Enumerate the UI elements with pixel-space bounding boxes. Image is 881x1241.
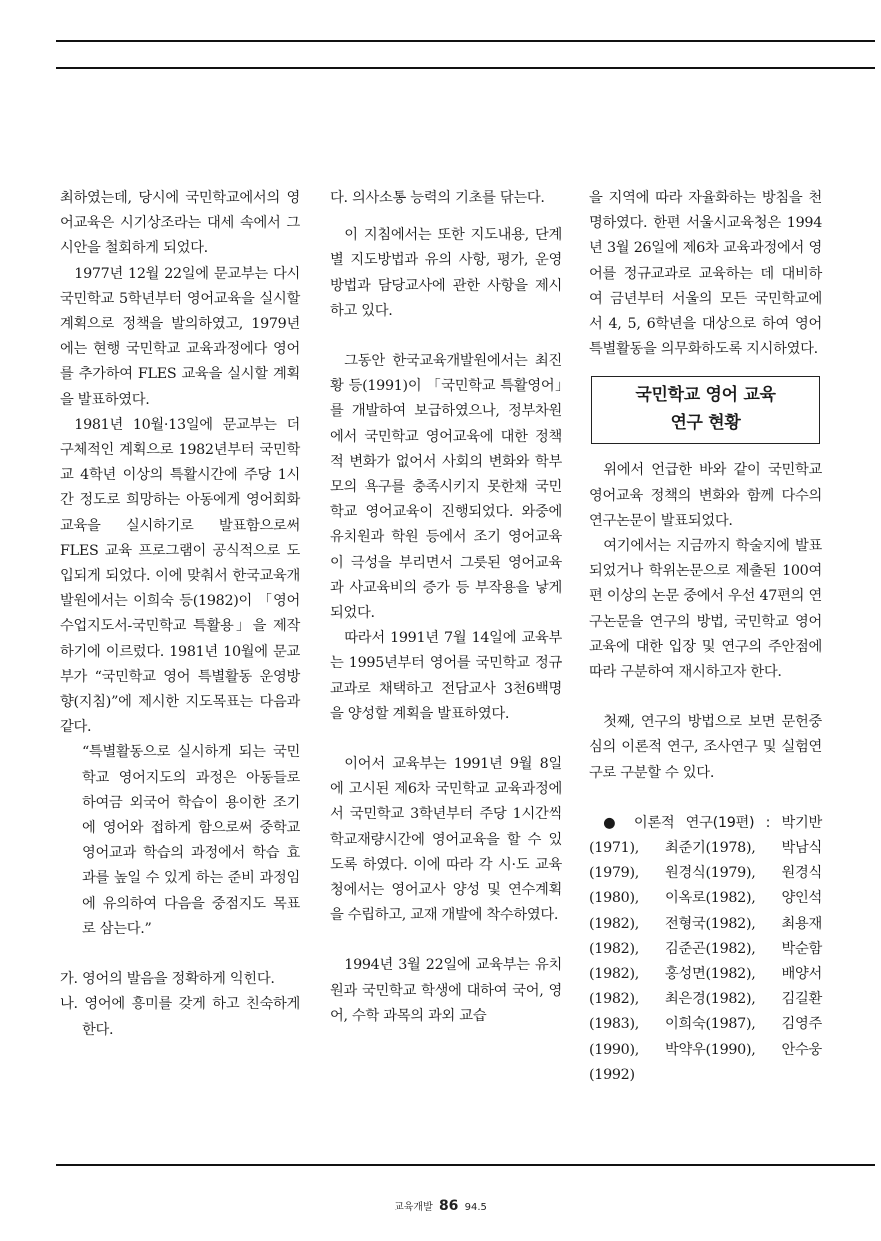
- page-number: 86: [438, 1198, 459, 1214]
- column-1: [60, 186, 300, 1043]
- paragraph: 1981년 10월·13일에 문교부는 더 구체적인 계획으로 1982년부터 국민학교 4학년 이상의 특활시간에 주당 1시간 정도로 희망하는 아동에게 영어회화교육을 실시하기로 발표함으로써 FLES 교육 프로그램이 공식적으로 도입되게 되었다. 이에 맞춰서 한국교육개발원에서는 이희숙 등(1982)이 「영어수업지도서-국민학교 특활용」을 제작하기에 이르렀다. 1981년 10월에 문교부가 “국민학교 영어 특별활동 운영방향(지침)”에 제시한 지도목표는 다음과 같다.: [60, 416, 300, 736]
- paragraph: 1994년 3월 22일에 교육부는 유치원과 국민학교 학생에 대하여 국어, 영어, 수학 과목의 과외 교습: [330, 957, 562, 1024]
- page-footer: [0, 1198, 881, 1214]
- bottom-rule: [56, 1164, 875, 1166]
- paragraph: 이 지침에서는 또한 지도내용, 단계별 지도방법과 유의 사항, 평가, 운영방법과 담당교사에 관한 사항을 제시하고 있다.: [330, 227, 562, 319]
- column-3: [589, 186, 822, 1088]
- quoted-guideline: “특별활동으로 실시하게 되는 국민학교 영어지도의 과정은 아동들로 하여금 외국어 학습이 용이한 조기에 영어와 접하게 함으로써 중학교 영어교과 학습의 과정에서 학습 효과를 높일 수 있게 하는 준비 과정임에 유의하여 다음을 중점지도 목표로 삼는다.”: [82, 744, 300, 937]
- section-heading-line: 연구 현황: [670, 413, 741, 434]
- top-rule-secondary: [56, 67, 875, 69]
- section-heading-line: 국민학교 영어 교육: [635, 385, 776, 406]
- paragraph: 위에서 언급한 바와 같이 국민학교 영어교육 정책의 변화와 함께 다수의 연구논문이 발표되었다.: [589, 462, 822, 529]
- journal-name: 교육개발: [394, 1202, 433, 1213]
- list-item: 나. 영어에 흥미를 갖게 하고 친숙하게 한다.: [60, 996, 300, 1038]
- paragraph: 을 지역에 따라 자율화하는 방침을 천명하였다. 한편 서울시교육청은 1994년 3월 26일에 제6차 교육과정에서 영어를 정규교과로 교육하는 데 대비하여 금년부터 서울의 모든 국민학교에서 4, 5, 6학년을 대상으로 하여 영어 특별활동을 의무화하도록 지시하였다.: [589, 190, 822, 358]
- paragraph: 1977년 12월 22일에 문교부는 다시 국민학교 5학년부터 영어교육을 실시할 계획으로 정책을 발의하였고, 1979년에는 현행 국민학교 교육과정에다 영어를 추가하여 FLES 교육을 실시할 계획을 발표하였다.: [60, 265, 300, 408]
- issue-number: 94.5: [464, 1202, 487, 1213]
- column-2: [330, 186, 562, 1029]
- paragraph: 그동안 한국교육개발원에서는 최진황 등(1991)이 「국민학교 특활영어」를 개발하여 보급하였으나, 정부차원에서 국민학교 영어교육에 대한 정책적 변화가 없어서 사회의 변화와 학부모의 욕구를 충족시키지 못한채 국민학교 영어교육이 진행되었다. 와중에 유치원과 학원 등에서 조기 영어교육이 극성을 부리면서 그릇된 영어교육과 사교육비의 증가 등 부작용을 낳게 되었다.: [330, 353, 562, 622]
- bullet-label: ● 이론적 연구(19편) :: [603, 814, 771, 831]
- paragraph: 여기에서는 지금까지 학술지에 발표되었거나 학위논문으로 제출된 100여편 이상의 논문 중에서 우선 47편의 연구논문을 연구의 방법, 국민학교 영어교육에 대한 입장 및 연구의 주안점에 따라 구분하여 재시하고자 한다.: [589, 538, 822, 681]
- list-item: 다. 의사소통 능력의 기초를 닦는다.: [330, 190, 545, 206]
- paragraph: 이어서 교육부는 1991년 9월 8일에 고시된 제6차 국민학교 교육과정에서 국민학교 3학년부터 주당 1시간씩 학교재량시간에 영어교육을 할 수 있도록 하였다. 이에 따라 각 시·도 교육청에서는 영어교사 양성 및 연수계획을 수립하고, 교재 개발에 착수하였다.: [330, 756, 562, 924]
- top-rule: [56, 40, 875, 42]
- paragraph: 최하였는데, 당시에 국민학교에서의 영어교육은 시기상조라는 대세 속에서 그 시안을 철회하게 되었다.: [60, 190, 300, 257]
- paragraph: 따라서 1991년 7월 14일에 교육부는 1995년부터 영어를 국민학교 정규교과로 채택하고 전담교사 3천6백명을 양성할 계획을 발표하였다.: [330, 630, 562, 722]
- bullet-text: 박기반(1971), 최준기(1978), 박남식(1979), 원경식(1979), 원경식(1980), 이옥로(1982), 양인석(1982), 전형국(1982), 최용재(1982), 김준곤(1982), 박순함(1982), 홍성면(1982), 배양서(1982), 최은경(1982), 김길환(1983), 이희숙(1987), 김영주(1990), 박약우(1990), 안수웅(1992): [589, 814, 823, 1083]
- paragraph: 첫째, 연구의 방법으로 보면 문헌중심의 이론적 연구, 조사연구 및 실험연구로 구분할 수 있다.: [589, 714, 822, 781]
- list-item: 가. 영어의 발음을 정확하게 익힌다.: [60, 971, 275, 988]
- section-heading: [591, 376, 820, 444]
- bullet-item: [589, 811, 822, 1088]
